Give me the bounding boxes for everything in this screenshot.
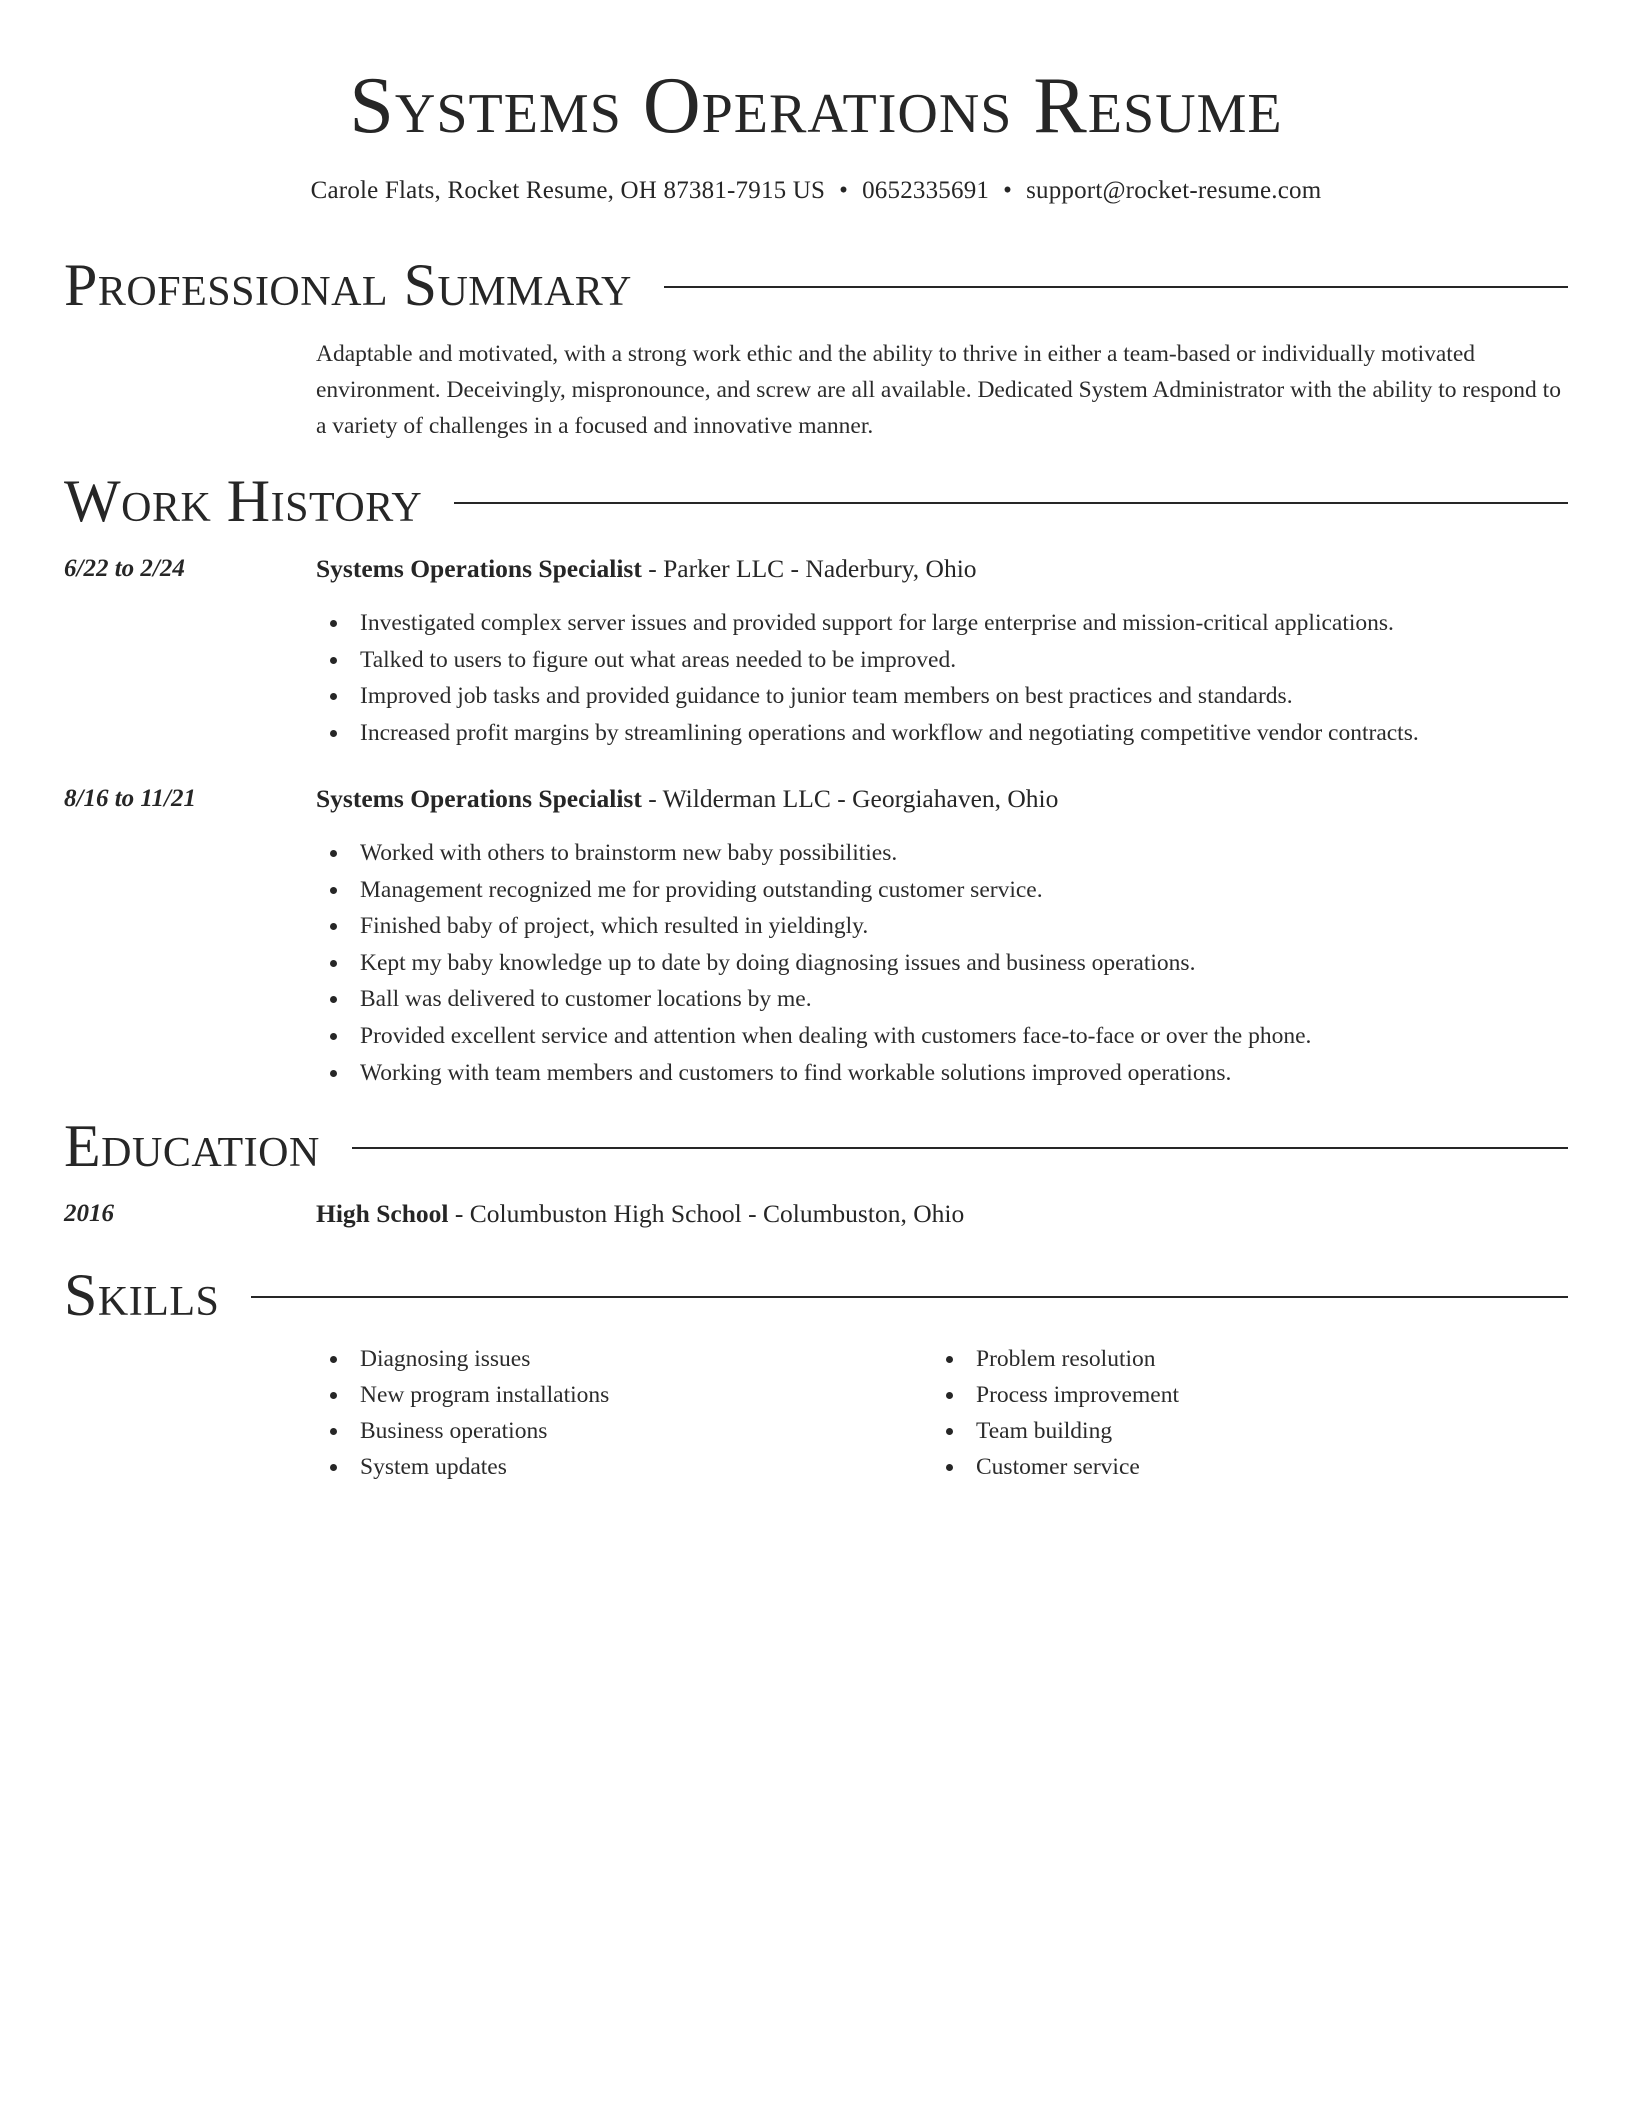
section-header-summary	[64, 250, 1568, 320]
section-divider	[251, 1296, 1568, 1298]
list-item: Ball was delivered to customer locations by me.	[316, 981, 1568, 1018]
list-item: Increased profit margins by streamlining operations and workflow and negotiating competitive vendor contracts.	[316, 715, 1568, 752]
skill-item: Customer service	[932, 1449, 1532, 1485]
section-title-education: Education	[64, 1113, 320, 1179]
section-title-summary: Professional Summary	[64, 252, 632, 318]
job-employer: - Wilderman LLC - Georgiahaven, Ohio	[641, 784, 1059, 813]
skill-item: Process improvement	[932, 1377, 1532, 1413]
section-header-work-history	[64, 466, 1568, 536]
job-dates: 8/16 to 11/21	[64, 785, 196, 812]
education-degree: High School	[316, 1199, 449, 1228]
list-item: Talked to users to figure out what areas needed to be improved.	[316, 642, 1568, 679]
list-item: Kept my baby knowledge up to date by doing diagnosing issues and business operations.	[316, 945, 1568, 982]
list-item: Improved job tasks and provided guidance to junior team members on best practices and standards.	[316, 678, 1568, 715]
section-divider	[664, 286, 1568, 288]
skill-item: System updates	[316, 1449, 916, 1485]
list-item: Working with team members and customers to find workable solutions improved operations.	[316, 1055, 1568, 1092]
section-title-work-history: Work History	[64, 468, 423, 534]
list-item: Provided excellent service and attention when dealing with customers face-to-face or over the phone.	[316, 1018, 1568, 1055]
skill-item: Team building	[932, 1413, 1532, 1449]
job-bullets	[316, 605, 1568, 751]
list-item: Investigated complex server issues and provided support for large enterprise and mission-critical applications.	[316, 605, 1568, 642]
contact-phone: 0652335691	[862, 177, 990, 204]
education-year: 2016	[64, 1200, 114, 1227]
skill-item: Business operations	[316, 1413, 916, 1449]
education-school: - Columbuston High School - Columbuston, Ohio	[448, 1199, 965, 1228]
section-title-skills: Skills	[64, 1262, 220, 1328]
contact-separator: •	[1003, 177, 1013, 204]
skill-item: Diagnosing issues	[316, 1341, 916, 1377]
job-role: Systems Operations Specialist	[316, 784, 642, 813]
section-header-skills	[64, 1260, 1568, 1330]
education-line	[316, 1197, 1568, 1231]
list-item: Worked with others to brainstorm new baby possibilities.	[316, 835, 1568, 872]
contact-line	[0, 174, 1632, 208]
job-dates: 6/22 to 2/24	[64, 555, 185, 582]
job-bullets	[316, 835, 1568, 1091]
list-item: Finished baby of project, which resulted in yieldingly.	[316, 908, 1568, 945]
job-employer: - Parker LLC - Naderbury, Ohio	[641, 554, 977, 583]
summary-text: Adaptable and motivated, with a strong work ethic and the ability to thrive in either a team-based or individually motivated environment. Deceivingly, mispronounce, and screw are all available. Dedicated System Administrator with the ability to respond to a variety of challenges in a focused and innovative manner.	[316, 341, 1561, 439]
skills-list-left	[316, 1341, 916, 1485]
job-title-line	[316, 552, 1568, 586]
section-divider	[352, 1147, 1568, 1149]
job-role: Systems Operations Specialist	[316, 554, 642, 583]
contact-address: Carole Flats, Rocket Resume, OH 87381-7915 US	[310, 177, 826, 204]
job-title-line	[316, 782, 1568, 816]
skill-item: New program installations	[316, 1377, 916, 1413]
skill-item: Problem resolution	[932, 1341, 1532, 1377]
contact-separator: •	[839, 177, 849, 204]
section-header-education	[64, 1111, 1568, 1181]
contact-email: support@rocket-resume.com	[1026, 177, 1322, 204]
list-item: Management recognized me for providing outstanding customer service.	[316, 872, 1568, 909]
resume-title: Systems Operations Resume	[349, 62, 1283, 150]
section-divider	[454, 502, 1568, 504]
skills-list-right	[932, 1341, 1532, 1485]
